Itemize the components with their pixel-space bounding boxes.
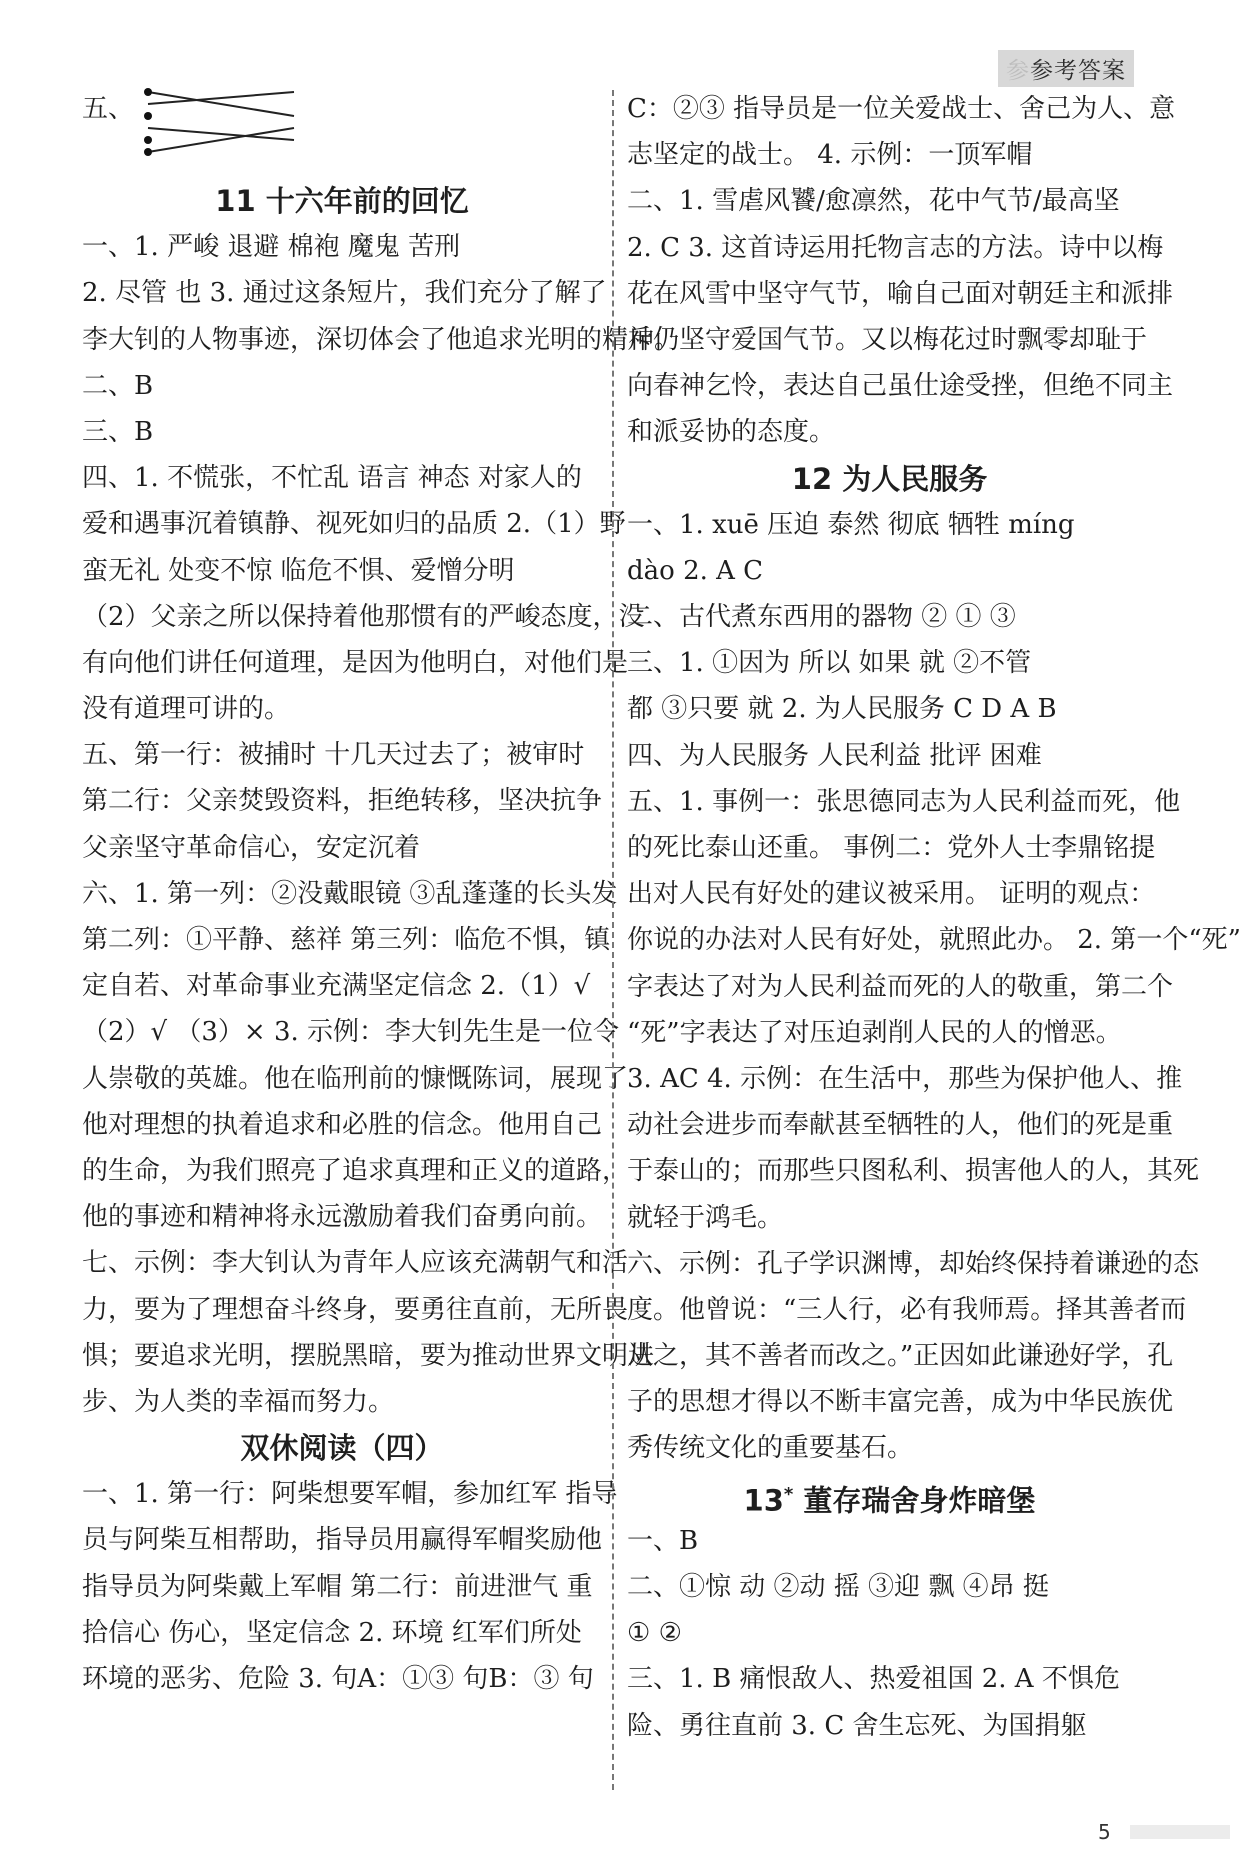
answer-line: 一、1. 第一行：阿柴想要军帽，参加红军 指导 <box>82 1479 618 1510</box>
answer-line: 字表达了对为人民利益而死的人的敬重，第二个 <box>627 971 1174 1002</box>
answer-line: 六、示例：孔子学识渊博，却始终保持着谦逊的态 <box>627 1248 1200 1279</box>
diagram-label: 五、 <box>82 94 135 124</box>
answer-line: 动社会进步而奉献甚至牺牲的人，他们的死是重 <box>627 1110 1174 1141</box>
answer-line: 一、1. xuē 压迫 泰然 彻底 牺牲 míng <box>627 509 1075 540</box>
answer-line: 度。他曾说：“三人行，必有我师焉。择其善者而 <box>627 1294 1187 1325</box>
answer-line: 从之，其不善者而改之。”正因如此谦逊好学，孔 <box>627 1341 1174 1372</box>
answer-line: 的死比泰山还重。 事例二：党外人士李鼎铭提 <box>627 833 1156 863</box>
answer-line: 三、1. B 痛恨敌人、热爱祖国 2. A 不惧危 <box>627 1664 1120 1695</box>
answer-line: 三、1. ①因为 所以 如果 就 ②不管 <box>627 648 1032 679</box>
answer-line: 五、1. 事例一：张思德同志为人民利益而死，他 <box>627 786 1181 817</box>
section-title: 13* 董存瑞舍身炸暗堡 <box>743 1483 1036 1518</box>
answer-line: 斥仍坚守爱国气节。又以梅花过时飘零却耻于 <box>627 324 1148 355</box>
answer-line: 蛮无礼 处变不惊 临危不惧、爱憎分明 <box>82 555 515 586</box>
title-asterisk: * <box>783 1483 794 1505</box>
right-column <box>627 86 1241 1749</box>
answer-line: 二、①惊 动 ②动 摇 ③迎 飘 ④昂 挺 <box>627 1572 1049 1602</box>
answer-line: 的生命，为我们照亮了追求真理和正义的道路， <box>82 1155 629 1186</box>
answer-line: 和派妥协的态度。 <box>627 417 836 448</box>
answer-line: 没有道理可讲的。 <box>82 694 291 725</box>
answer-line: 第二列：①平静、慈祥 第三列：临危不惧，镇 <box>82 925 611 955</box>
answer-line: 二、1. 雪虐风饕/愈凛然，花中气节/最高坚 <box>627 186 1120 217</box>
answer-line: 子的思想才得以不断丰富完善，成为中华民族优 <box>627 1387 1174 1418</box>
answer-line: 七、示例：李大钊认为青年人应该充满朝气和活 <box>82 1248 629 1279</box>
answer-line: 李大钊的人物事迹，深切体会了他追求光明的精神。 <box>82 324 681 355</box>
answer-line: 三、B <box>82 416 154 447</box>
answer-line: 五、第一行：被捕时 十几天过去了；被审时 <box>82 740 585 771</box>
answer-line: 一、B <box>627 1525 699 1556</box>
matching-diagram-row <box>82 86 602 178</box>
section-title: 11 十六年前的回忆 <box>215 184 469 218</box>
matching-lines-diagram <box>118 86 278 166</box>
answer-line: 都 ③只要 就 2. 为人民服务 C D A B <box>627 694 1057 725</box>
section-title: 双休阅读（四） <box>240 1431 444 1466</box>
answer-line: 六、1. 第一列：②没戴眼镜 ③乱蓬蓬的长头发 <box>82 878 618 909</box>
answer-line: 险、勇往直前 3. C 舍生忘死、为国捐躯 <box>627 1710 1087 1741</box>
answer-line: 指导员为阿柴戴上军帽 第二行：前进泄气 重 <box>82 1571 593 1602</box>
answer-line: 四、1. 不慌张，不忙乱 语言 神态 对家人的 <box>82 463 582 494</box>
answer-line: 花在风雪中坚守气节，喻自己面对朝廷主和派排 <box>627 278 1174 309</box>
answer-line: 力，要为了理想奋斗终身，要勇往直前，无所畏 <box>82 1294 629 1325</box>
answer-line: 父亲坚守革命信心，安定沉着 <box>82 832 421 863</box>
answer-line: “死”字表达了对压迫剥削人民的人的憎恶。 <box>627 1017 1122 1048</box>
answer-line: ① ② <box>627 1618 682 1649</box>
page-number-bar <box>1130 1825 1230 1839</box>
answer-line: C：②③ 指导员是一位关爱战士、舍己为人、意 <box>627 94 1176 124</box>
answer-line: 于泰山的；而那些只图私利、损害他人的人，其死 <box>627 1156 1200 1187</box>
answer-line: 惧；要追求光明，摆脱黑暗，要为推动世界文明进 <box>82 1340 655 1371</box>
column-divider <box>612 90 614 1790</box>
answer-line: （2）√ （3）× 3. 示例：李大钊先生是一位令 <box>82 1017 620 1048</box>
answer-line: 二、B <box>82 370 154 401</box>
answer-line: 爱和遇事沉着镇静、视死如归的品质 2.（1）野 <box>82 509 626 540</box>
answer-line: 2. 尽管 也 3. 通过这条短片，我们充分了解了 <box>82 278 607 309</box>
answer-line: 3. AC 4. 示例：在生活中，那些为保护他人、推 <box>627 1063 1183 1094</box>
answer-line: 四、为人民服务 人民利益 批评 困难 <box>627 740 1042 771</box>
answer-line: 出对人民有好处的建议被采用。 证明的观点： <box>627 879 1156 910</box>
answer-line: （2）父亲之所以保持着他那惯有的严峻态度，没 <box>82 601 645 632</box>
answer-line: 志坚定的战士。 4. 示例：一顶军帽 <box>627 140 1033 171</box>
section-title: 12 为人民服务 <box>791 461 988 496</box>
answer-line: 秀传统文化的重要基石。 <box>627 1433 914 1464</box>
answer-line: 他对理想的执着追求和必胜的信念。他用自己 <box>82 1109 603 1140</box>
answer-line: 就轻于鸿毛。 <box>627 1202 784 1233</box>
answer-line: 向春神乞怜，表达自己虽仕途受挫，但绝不同主 <box>627 371 1174 402</box>
right-answer-lines <box>627 86 1241 1749</box>
answer-line: 步、为人类的幸福而努力。 <box>82 1386 395 1417</box>
header-section-tag: 参参考答案 <box>998 50 1134 87</box>
answer-line: 环境的恶劣、危险 3. 句A：①③ 句B：③ 句 <box>82 1664 594 1694</box>
answer-line: 2. C 3. 这首诗运用托物言志的方法。诗中以梅 <box>627 232 1164 263</box>
answer-line: 你说的办法对人民有好处，就照此办。 2. 第一个“死” <box>627 925 1241 956</box>
answer-line: 拾信心 伤心，坚定信念 2. 环境 红军们所处 <box>82 1617 582 1648</box>
page-number: 5 <box>1098 1820 1111 1844</box>
answer-line: 定自若、对革命事业充满坚定信念 2.（1）√ <box>82 971 591 1002</box>
answer-line: 一、1. 严峻 退避 棉袍 魔鬼 苦刑 <box>82 232 461 263</box>
answer-line: 有向他们讲任何道理，是因为他明白，对他们是 <box>82 647 629 678</box>
answer-line: 人崇敬的英雄。他在临刑前的慷慨陈词，展现了 <box>82 1063 629 1094</box>
answer-line: 员与阿柴互相帮助，指导员用赢得军帽奖励他 <box>82 1525 603 1556</box>
answer-line: 第二行：父亲焚毁资料，拒绝转移，坚决抗争 <box>82 786 603 817</box>
answer-line: 他的事迹和精神将永远激励着我们奋勇向前。 <box>82 1202 603 1233</box>
answer-line: dào 2. A C <box>627 555 764 586</box>
answer-line: 二、古代煮东西用的器物 ② ① ③ <box>627 602 1016 633</box>
